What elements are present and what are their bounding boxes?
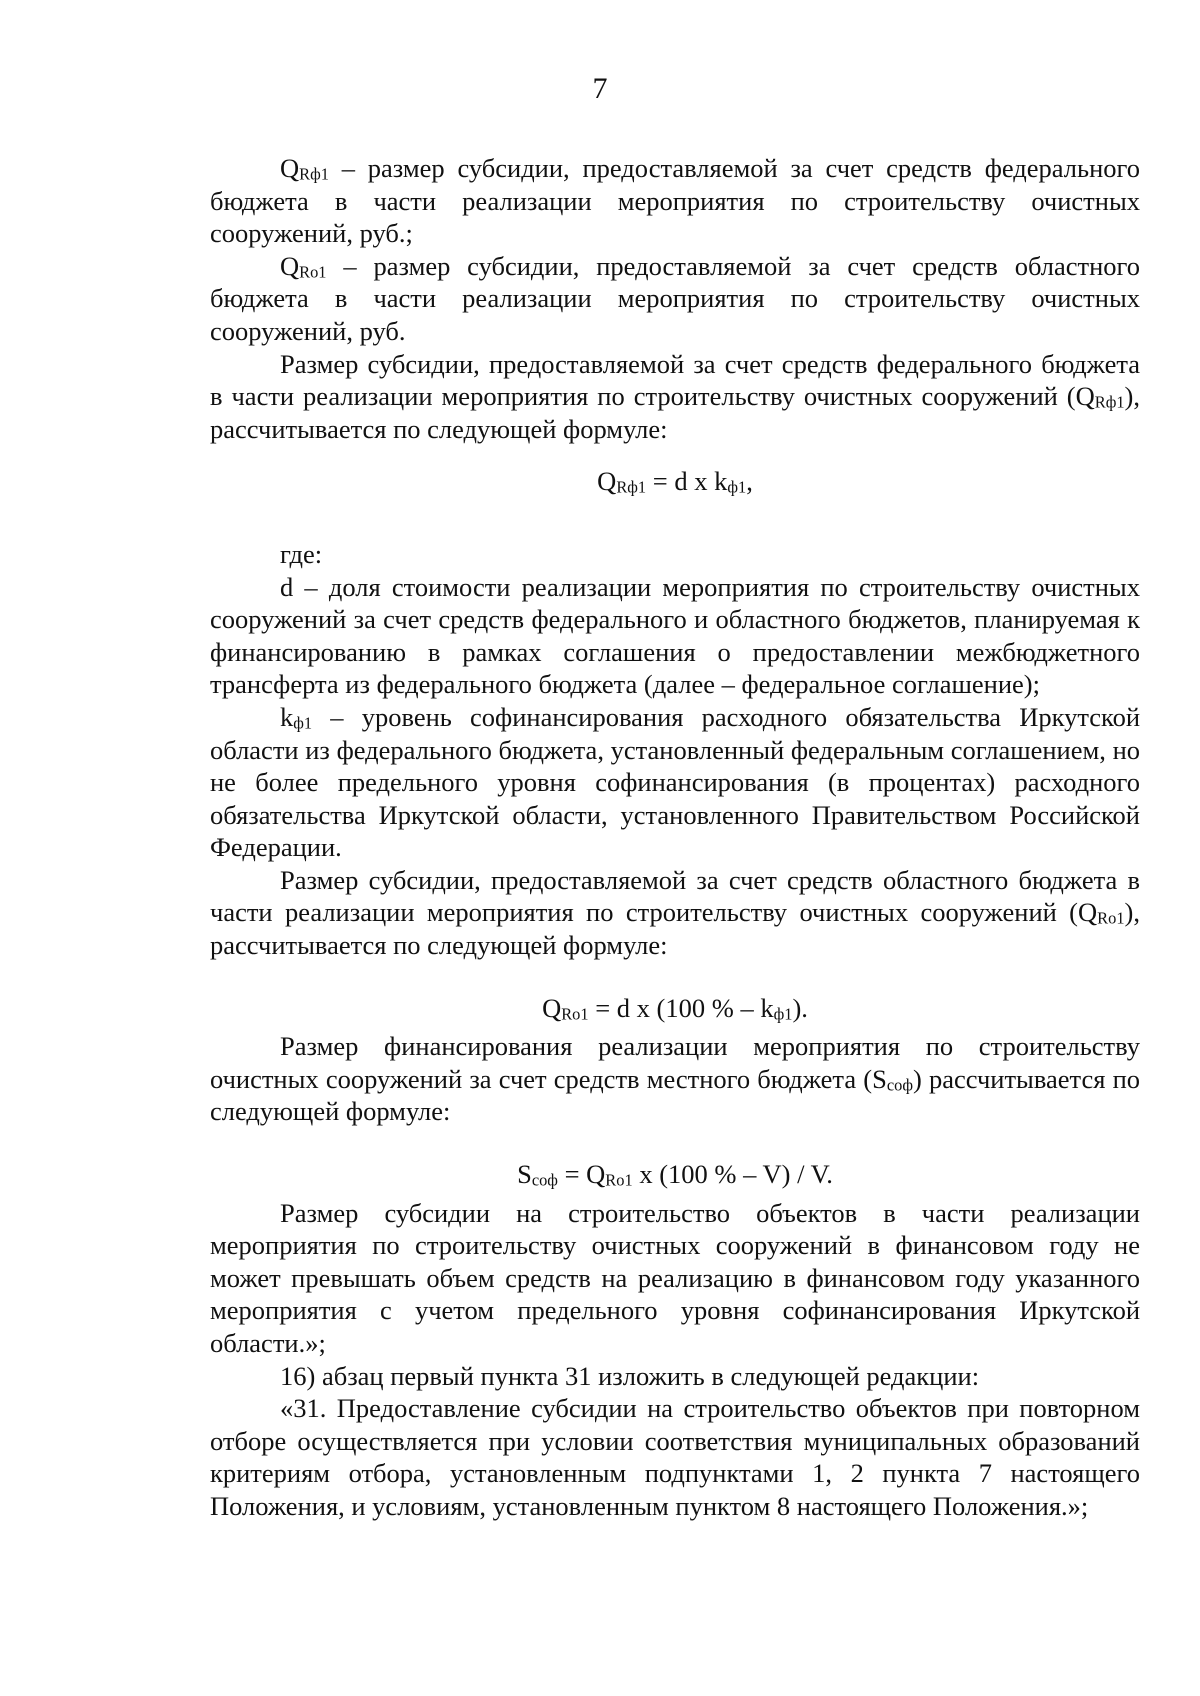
definition-k-f1: $k_{ф1}$ – уровень софинансирования расходного обязательства Иркутской области из федерального бюджета, установленный федеральным соглашением, но не более предельного уровня софинансирования (в процентах) расходного обязательства Иркутской области, установленного Правительством Российской Федерации.	[210, 701, 1140, 863]
paragraph-federal-subsidy: Размер субсидии, предоставляемой за счет средств федерального бюджета в части реализации мероприятия по строительству очистных сооружений $(Q_{Rф1})$, рассчитывается по следующей формуле:	[210, 348, 1140, 444]
formula-q-ro1: $Q_{Ro1} = d$ x (100 % – $k_{ф1}$).	[542, 992, 808, 1024]
page-number: 7	[592, 72, 608, 105]
paragraph-local-financing: Размер финансирования реализации мероприятия по строительству очистных сооружений за счет средств местного бюджета $(S_{соф})$ рассчитывается по следующей формуле:	[210, 1031, 1140, 1127]
definition-d: d – доля стоимости реализации мероприятия по строительству очистных сооружений за счет средств федерального и областного бюджетов, планируемая к финансированию в рамках соглашения о предоставлении межбюджетного трансферта из федерального бюджета (далее – федеральное соглашение);	[210, 571, 1140, 700]
formula-q-rf1: $Q_{Rф1} = d$ x $k_{ф1}$,	[597, 466, 753, 497]
formula-s-cof: $S_{соф} = Q_{Ro1}$ x (100 % – V) / V.	[517, 1159, 833, 1190]
document-body	[210, 152, 1140, 1523]
paragraph-amendment-16: 16) абзац первый пункта 31 изложить в следующей редакции:	[280, 1360, 980, 1391]
paragraph-regional-subsidy: Размер субсидии, предоставляемой за счет средств областного бюджета в части реализации мероприятия по строительству очистных сооружений $(Q_{Ro1})$, рассчитывается по следующей формуле:	[210, 864, 1140, 961]
paragraph-point-31: «31. Предоставление субсидии на строительство объектов при повторном отборе осуществляется при условии соответствия муниципальных образований критериям отбора, установленным подпунктами 1, 2 пункта 7 настоящего Положения, и условиям, установленным пунктом 8 настоящего Положения.»;	[210, 1393, 1140, 1521]
paragraph-subsidy-limit: Размер субсидии на строительство объектов в части реализации мероприятия по строительству очистных сооружений в финансовом году не может превышать объем средств на реализацию в финансовом году указанного мероприятия с учетом предельного уровня софинансирования Иркутской области.»;	[210, 1197, 1140, 1358]
definition-q-ro1: $Q_{Ro1}$ – размер субсидии, предоставляемой за счет средств областного бюджета в части реализации мероприятия по строительству очистных сооружений, руб.	[210, 250, 1140, 346]
where-label: где:	[280, 538, 323, 569]
definition-q-rf1: $Q_{Rф1}$ – размер субсидии, предоставляемой за счет средств федерального бюджета в части реализации мероприятия по строительству очистных сооружений, руб.;	[210, 153, 1140, 249]
